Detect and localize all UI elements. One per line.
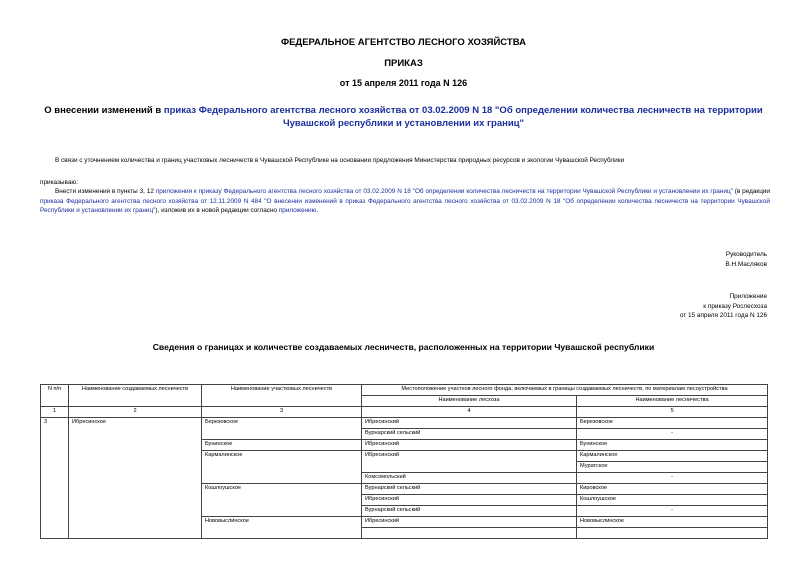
appendix-line-3: от 15 апреля 2011 года N 126	[679, 312, 767, 319]
table-number-row	[41, 407, 768, 418]
header-forestry: Наименование создаваемых лесничеств	[69, 385, 202, 407]
leskhoz-cell: Ибресинский	[362, 440, 577, 451]
lesnichestvo-cell: -	[577, 473, 768, 484]
district-cell: Бунинское	[202, 440, 362, 451]
entry-forestry: Ибресинское	[69, 418, 202, 539]
entry-number: 3	[41, 418, 69, 539]
order-word: приказываю:	[40, 179, 78, 186]
header-districts: Наименование участковых лесничеств	[202, 385, 362, 407]
column-number: 2	[69, 407, 202, 418]
lesnichestvo-cell: -	[577, 429, 768, 440]
leskhoz-cell: Вурнарский сельский	[362, 506, 577, 517]
intro-paragraph: В связи с уточнением количества и границ участковых лесничеств в Чувашской Республике на основании предложения Министерства природных ресурсов и экологии Чувашской Республики	[55, 157, 625, 164]
signer-position: Руководитель	[725, 251, 767, 258]
lesnichestvo-cell: Муратское	[577, 462, 768, 473]
order-text-4: .	[316, 207, 319, 214]
leskhoz-cell: Вурнарский сельский	[362, 429, 577, 440]
forestry-table	[40, 384, 768, 539]
column-number: 5	[577, 407, 768, 418]
header-lesnichestvo: Наименование лесничества	[577, 396, 768, 407]
column-number: 1	[41, 407, 69, 418]
table-header-row	[41, 385, 768, 396]
district-cell: Кармалинское	[202, 451, 362, 484]
order-text-3: ), изложив их в новой редакции согласно	[155, 207, 279, 214]
leskhoz-cell: Комсомольский	[362, 473, 577, 484]
lesnichestvo-cell: Кировское	[577, 484, 768, 495]
order-date: от 15 апреля 2011 года N 126	[339, 78, 468, 88]
amendment-order-link[interactable]: приказа Федерального агентства лесного хозяйства от 12.11.2009 N 484 "О внесении изменений в приказ Федерального агентства лесного хозяйства от 03.02.2009 N 18 "Об определении количества лесничеств на территории Чувашской Республики и установлении их границ"	[40, 197, 770, 214]
section-title: Сведения о границах и количестве создаваемых лесничеств, расположенных на территории Чувашской республики	[152, 342, 655, 352]
appendix-order-link[interactable]: приложения к приказу Федерального агентства лесного хозяйства от 03.02.2009 N 18 "Об определении количества лесничеств на территории Чувашской Республики и установлении их границ"	[155, 188, 733, 195]
district-cell: Кошлоушское	[202, 484, 362, 517]
header-leskhoz: Наименование лесхоза	[362, 396, 577, 407]
column-number: 3	[202, 407, 362, 418]
lesnichestvo-cell: Нововыслинское	[577, 517, 768, 528]
appendix-block	[680, 292, 767, 321]
order-heading: ПРИКАЗ	[384, 58, 423, 69]
document-title	[40, 104, 767, 130]
leskhoz-cell: Вурнарский сельский	[362, 484, 577, 495]
title-prefix: О внесении изменений в	[44, 105, 164, 116]
agency-heading: ФЕДЕРАЛЬНОЕ АГЕНТСТВО ЛЕСНОГО ХОЗЯЙСТВА	[280, 37, 526, 48]
order-text-2: (в редакции	[732, 188, 770, 195]
lesnichestvo-cell: Кармалинское	[577, 451, 768, 462]
lesnichestvo-cell: -	[577, 506, 768, 517]
leskhoz-cell: Ибресинский	[362, 517, 577, 528]
leskhoz-cell: Ибресинский	[362, 495, 577, 506]
title-link[interactable]: приказ Федерального агентства лесного хозяйства от 03.02.2009 N 18 "Об определении количества лесничеств на территории Чувашской республики и установлении их границ"	[163, 105, 763, 129]
header-num: N п/п	[41, 385, 69, 407]
lesnichestvo-cell: Бунинское	[577, 440, 768, 451]
district-cell: Березовское	[202, 418, 362, 440]
appendix-line-1: Приложение	[729, 293, 767, 300]
district-cell: Нововыслинское	[202, 517, 362, 539]
lesnichestvo-cell	[577, 528, 768, 539]
signer-name: В.Н.Масляков	[725, 260, 767, 268]
leskhoz-cell: Ибресинский	[362, 418, 577, 429]
leskhoz-cell	[362, 528, 577, 539]
header-location: Местоположение участков лесного фонда, включаемых в границы создаваемых лесничеств, по материалам лесоустройства	[362, 385, 768, 396]
lesnichestvo-cell: Кошлоушское	[577, 495, 768, 506]
order-paragraph	[40, 187, 770, 216]
signature-block	[725, 250, 767, 269]
leskhoz-cell: Ибресинский	[362, 451, 577, 473]
lesnichestvo-cell: Березовское	[577, 418, 768, 429]
column-number: 4	[362, 407, 577, 418]
table-row	[41, 418, 768, 429]
appendix-line-2: к приказу Рослесхоза	[703, 302, 767, 310]
order-text-1: Внести изменения в пункты 3, 12	[55, 188, 156, 195]
appendix-link[interactable]: приложению	[278, 207, 317, 214]
